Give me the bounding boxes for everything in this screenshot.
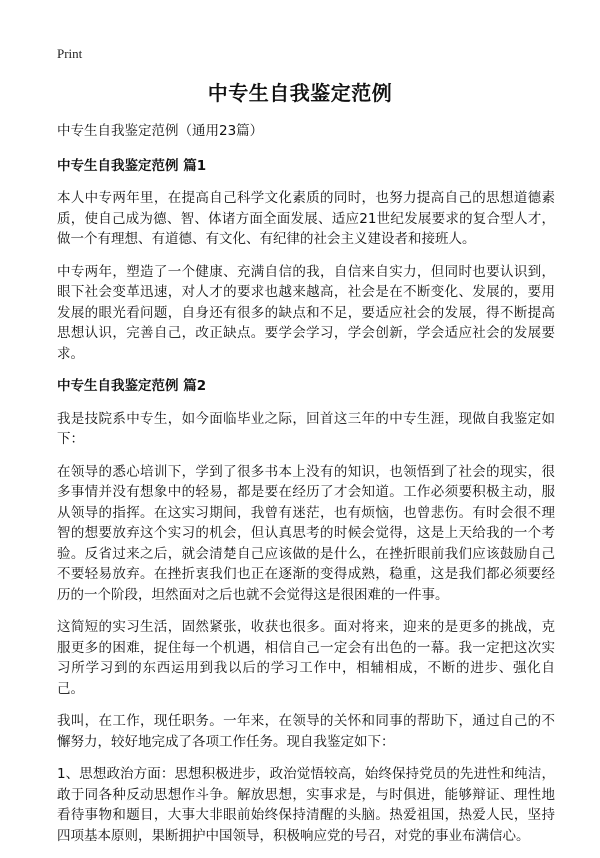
paragraph: 在领导的悉心培训下，学到了很多书本上没有的知识，也领悟到了社会的现实，很多事情并没有想象中的轻易，都是要在经历了才会知道。工作必须要积极主动，服从领导的指挥。在这实习期间，我曾有迷茫，也有烦恼，也曾悲伤。有时会很不理智的想要放弃这个实习的机会，但认真思考的时候会觉得，这是上天给我的一个考验。反省过来之后，就会清楚自己应该做的是什么，在挫折眼前我们应该鼓励自己不要轻易放弃。在挫折衷我们也正在逐渐的变得成熟，稳重，这是我们都必须要经历的一个阶段，坦然面对之后也就不会觉得这是很困难的一件事。 [57,463,555,603]
section-heading: 中专生自我鉴定范例 篇2 [57,378,207,394]
paragraph: 我是技院系中专生，如今面临毕业之际，回首这三年的中专生涯，现做自我鉴定如下： [57,410,555,447]
document-body [57,121,555,858]
paragraph: 1、思想政治方面：思想积极进步，政治觉悟较高，始终保持党员的先进性和纯洁，敢于同各种反动思想作斗争。解放思想，实事求是，与时俱进，能够辩证、理性地看待事物和题目，大事大非眼前始终保持清醒的头脑。热爱祖国，热爱人民，坚持四项基本原则，果断拥护中国领导，积极响应党的号召，对党的事业布满信心。 [57,766,555,844]
paragraph: 本人中专两年里，在提高自己科学文化素质的同时，也努力提高自己的思想道德素质，使自己成为德、智、体诸方面全面发展、适应21世纪发展要求的复合型人才，做一个有理想、有道德、有文化、有纪律的社会主义建设者和接班人。 [57,190,555,247]
section-heading: 中专生自我鉴定范例 篇1 [57,157,207,174]
paragraph: 中专两年，塑造了一个健康、充满自信的我，自信来自实力，但同时也要认识到，眼下社会变革迅速，对人才的要求也越来越高，社会是在不断变化、发展的，要用发展的眼光看问题，自身还有很多的缺点和不足，要适应社会的发展，得不断提高思想认识，完善自己，改正缺点。要学会学习，学会创新，学会适应社会的发展要求。 [57,263,555,362]
section-2 [57,376,555,846]
print-link[interactable]: Print [57,46,83,61]
paragraph: 我叫，在工作，现任职务。一年来，在领导的关怀和同事的帮助下，通过自己的不懈努力，较好地完成了各项工作任务。现自我鉴定如下： [57,713,555,750]
document-subtitle: 中专生自我鉴定范例（通用23篇） [57,123,264,139]
paragraph: 这简短的实习生活，固然紧张，收获也很多。面对将来，迎来的是更多的挑战，克服更多的困难，捉住每一个机遇，相信自己一定会有出色的一幕。我一定把这次实习所学习到的东西运用到我以后的学习工作中，相辅相成，不断的进步、强化自己。 [57,619,555,697]
page-title: 中专生自我鉴定范例 [207,81,393,105]
section-1 [57,156,555,365]
